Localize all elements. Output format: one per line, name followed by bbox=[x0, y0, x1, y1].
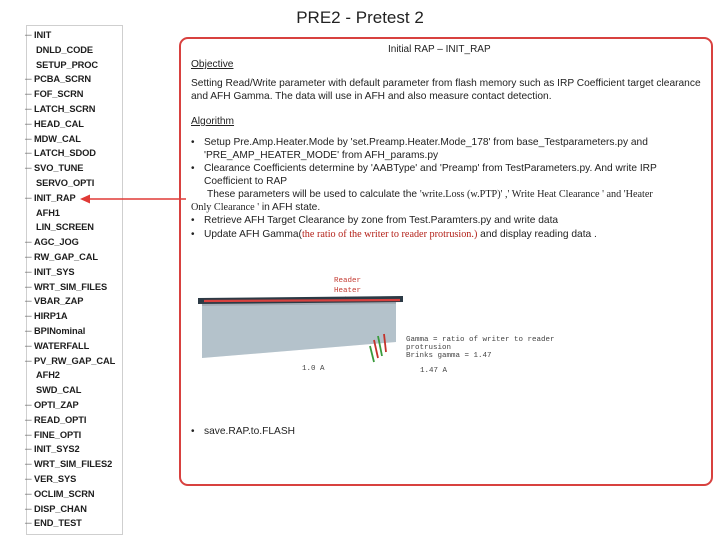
sequence-item bbox=[27, 250, 122, 265]
sequence-item-label: INIT bbox=[34, 30, 52, 40]
sequence-item bbox=[27, 72, 122, 87]
tree-connector-icon: ─ bbox=[25, 518, 32, 529]
sequence-item-label: INIT_RAP bbox=[34, 192, 76, 203]
gamma-note-line-3: Brinks gamma = 1.47 bbox=[406, 352, 492, 360]
sequence-item-label: READ_OPTI bbox=[34, 414, 87, 425]
sequence-item-label: OCLIM_SCRN bbox=[34, 488, 95, 499]
sequence-item-label: FOF_SCRN bbox=[34, 89, 84, 100]
algorithm-heading: Algorithm bbox=[191, 116, 235, 127]
sequence-item bbox=[27, 220, 122, 235]
sequence-item-label: VER_SYS bbox=[34, 473, 77, 484]
sequence-item-label: WRT_SIM_FILES2 bbox=[34, 459, 113, 470]
sequence-item bbox=[27, 58, 122, 73]
tree-connector-icon: ─ bbox=[25, 148, 32, 159]
tree-connector-icon: ─ bbox=[25, 192, 32, 203]
algorithm-step-1-line-1: Setup Pre.Amp.Heater.Mode by 'set.Preamp.Heater.Mode_178' from base_Testparameters.py and bbox=[204, 137, 648, 148]
gamma-note-line-1: Gamma = ratio of writer to reader bbox=[406, 336, 555, 344]
sequence-item bbox=[27, 176, 122, 191]
tree-connector-icon: ─ bbox=[25, 340, 32, 351]
gamma-definition: the ratio of the writer to reader protrusion.) bbox=[301, 229, 478, 240]
protrusion-diagram bbox=[198, 270, 583, 378]
sequence-item bbox=[27, 368, 122, 383]
sequence-item-label: DNLD_CODE bbox=[36, 44, 93, 55]
test-sequence-list bbox=[26, 25, 123, 535]
sequence-item bbox=[27, 132, 122, 147]
sequence-item-label: SETUP_PROC bbox=[36, 59, 99, 70]
algorithm-step-1-line-2: 'PRE_AMP_HEATER_MODE' from AFH_params.py bbox=[204, 150, 439, 161]
sequence-item-label: HIRP1A bbox=[34, 311, 68, 322]
arrow-pointer-icon bbox=[80, 193, 186, 205]
tree-connector-icon: ─ bbox=[25, 473, 32, 484]
bullet-icon: • bbox=[191, 215, 195, 226]
clearance-label-right: 1.47 A bbox=[420, 367, 448, 375]
page-title: PRE2 - Pretest 2 bbox=[296, 8, 424, 27]
tree-connector-icon: ─ bbox=[25, 237, 32, 248]
sequence-item-label: LATCH_SDOD bbox=[34, 148, 96, 159]
tree-connector-icon: ─ bbox=[25, 281, 32, 292]
sequence-item bbox=[27, 516, 122, 531]
sequence-item bbox=[27, 161, 122, 176]
slider-shade bbox=[202, 304, 396, 358]
objective-body: Setting Read/Write parameter with default parameter from flash memory such as IRP Coefficient target clearance and AFH Gamma. The data will use in AFH and also measure contact detection. bbox=[191, 78, 701, 102]
sequence-item bbox=[27, 442, 122, 457]
bullet-icon: • bbox=[191, 426, 195, 437]
sequence-item-label: RW_GAP_CAL bbox=[34, 251, 98, 262]
params-text: These parameters will be used to calculate the bbox=[207, 189, 420, 200]
clearance-label-left: 1.0 A bbox=[302, 365, 325, 373]
legend-reader: Reader bbox=[334, 277, 362, 285]
sequence-item-label: SERVO_OPTI bbox=[36, 177, 95, 188]
reader-mark bbox=[370, 346, 374, 362]
tree-connector-icon: ─ bbox=[25, 503, 32, 514]
tree-connector-icon: ─ bbox=[25, 414, 32, 425]
algorithm-params-line-1 bbox=[207, 188, 653, 201]
tree-connector-icon: ─ bbox=[25, 163, 32, 174]
sequence-item-label: PCBA_SCRN bbox=[34, 74, 91, 85]
sequence-item-label: LATCH_SCRN bbox=[34, 103, 96, 114]
sequence-item-label: MDW_CAL bbox=[34, 133, 81, 144]
bullet-icon: • bbox=[191, 163, 195, 174]
sequence-item-label: FINE_OPTI bbox=[34, 429, 82, 440]
tree-connector-icon: ─ bbox=[25, 74, 32, 85]
legend-heater: Heater bbox=[334, 287, 362, 295]
sequence-item bbox=[27, 102, 122, 117]
sequence-item-label: PV_RW_GAP_CAL bbox=[34, 355, 116, 366]
sequence-item bbox=[27, 280, 122, 295]
params-text: in AFH state. bbox=[259, 202, 321, 213]
sequence-item bbox=[27, 235, 122, 250]
sequence-item-label: OPTI_ZAP bbox=[34, 399, 79, 410]
params-text-end: and 'Heater bbox=[603, 189, 653, 200]
sequence-item bbox=[27, 413, 122, 428]
sequence-item bbox=[27, 117, 122, 132]
tree-connector-icon: ─ bbox=[25, 399, 32, 410]
step-4-text: Update AFH Gamma( bbox=[204, 229, 302, 240]
sequence-item-label: BPINominal bbox=[34, 325, 86, 336]
sequence-item bbox=[27, 354, 122, 369]
sequence-item-label: SWD_CAL bbox=[36, 385, 82, 396]
gamma-note-line-2: protrusion bbox=[406, 344, 452, 352]
tree-connector-icon: ─ bbox=[25, 488, 32, 499]
sequence-item bbox=[27, 87, 122, 102]
tree-connector-icon: ─ bbox=[25, 251, 32, 262]
sequence-item bbox=[27, 309, 122, 324]
tree-connector-icon: ─ bbox=[25, 103, 32, 114]
tree-connector-icon: ─ bbox=[25, 266, 32, 277]
final-step: save.RAP.to.FLASH bbox=[204, 426, 295, 437]
sequence-item bbox=[27, 398, 122, 413]
sequence-item bbox=[27, 206, 122, 221]
sequence-item bbox=[27, 324, 122, 339]
tree-connector-icon: ─ bbox=[25, 325, 32, 336]
params-names: 'write.Loss (w.PTP)' ,' Write Heat Clearance ' bbox=[419, 189, 604, 200]
sequence-item-label: WRT_SIM_FILES bbox=[34, 281, 108, 292]
content-panel bbox=[179, 37, 713, 486]
sequence-item-label: WATERFALL bbox=[34, 340, 90, 351]
section-subtitle: Initial RAP – INIT_RAP bbox=[388, 44, 491, 55]
tree-connector-icon: ─ bbox=[25, 444, 32, 455]
tree-connector-icon: ─ bbox=[25, 296, 32, 307]
sequence-item bbox=[27, 472, 122, 487]
algorithm-step-2-line-1: Clearance Coefficients determine by 'AABType' and 'Preamp' from TestParameters.py. And write IRP bbox=[204, 163, 657, 174]
sequence-item bbox=[27, 265, 122, 280]
algorithm-step-2-line-2: Coefficient to RAP bbox=[204, 176, 288, 187]
tree-connector-icon: ─ bbox=[25, 133, 32, 144]
sequence-item-label: HEAD_CAL bbox=[34, 118, 84, 129]
sequence-item-label: END_TEST bbox=[34, 518, 82, 529]
tree-connector-icon: ─ bbox=[25, 118, 32, 129]
sequence-item bbox=[27, 28, 122, 43]
algorithm-step-3: Retrieve AFH Target Clearance by zone from Test.Paramters.py and write data bbox=[204, 215, 559, 226]
sequence-item bbox=[27, 294, 122, 309]
tree-connector-icon: ─ bbox=[25, 429, 32, 440]
sequence-item bbox=[27, 428, 122, 443]
objective-heading: Objective bbox=[191, 59, 234, 70]
bullet-icon: • bbox=[191, 229, 195, 240]
params-name: Only Clearance ' bbox=[191, 202, 260, 213]
sequence-item bbox=[27, 502, 122, 517]
sequence-item-label: SVO_TUNE bbox=[34, 163, 84, 174]
sequence-item-label: AFH2 bbox=[36, 370, 60, 381]
sequence-item-label: DISP_CHAN bbox=[34, 503, 87, 514]
sequence-item bbox=[27, 146, 122, 161]
sequence-item bbox=[27, 339, 122, 354]
algorithm-params-line-2 bbox=[191, 201, 320, 214]
step-4-text-end: and display reading data . bbox=[477, 229, 597, 240]
sequence-item bbox=[27, 43, 122, 58]
tree-connector-icon: ─ bbox=[25, 30, 32, 40]
sequence-item-label: INIT_SYS bbox=[34, 266, 75, 277]
sequence-item bbox=[27, 457, 122, 472]
bullet-icon: • bbox=[191, 137, 195, 148]
tree-connector-icon: ─ bbox=[25, 89, 32, 100]
sequence-item-label: INIT_SYS2 bbox=[34, 444, 80, 455]
tree-connector-icon: ─ bbox=[25, 355, 32, 366]
algorithm-step-4 bbox=[204, 228, 597, 241]
sequence-item bbox=[27, 383, 122, 398]
sequence-item bbox=[27, 487, 122, 502]
sequence-item-label: VBAR_ZAP bbox=[34, 296, 84, 307]
tree-connector-icon: ─ bbox=[25, 459, 32, 470]
sequence-item-label: LIN_SCREEN bbox=[36, 222, 94, 233]
sequence-item-label: AGC_JOG bbox=[34, 237, 79, 248]
flying-height-line bbox=[204, 300, 400, 301]
tree-connector-icon: ─ bbox=[25, 311, 32, 322]
sequence-item-label: AFH1 bbox=[36, 207, 60, 218]
